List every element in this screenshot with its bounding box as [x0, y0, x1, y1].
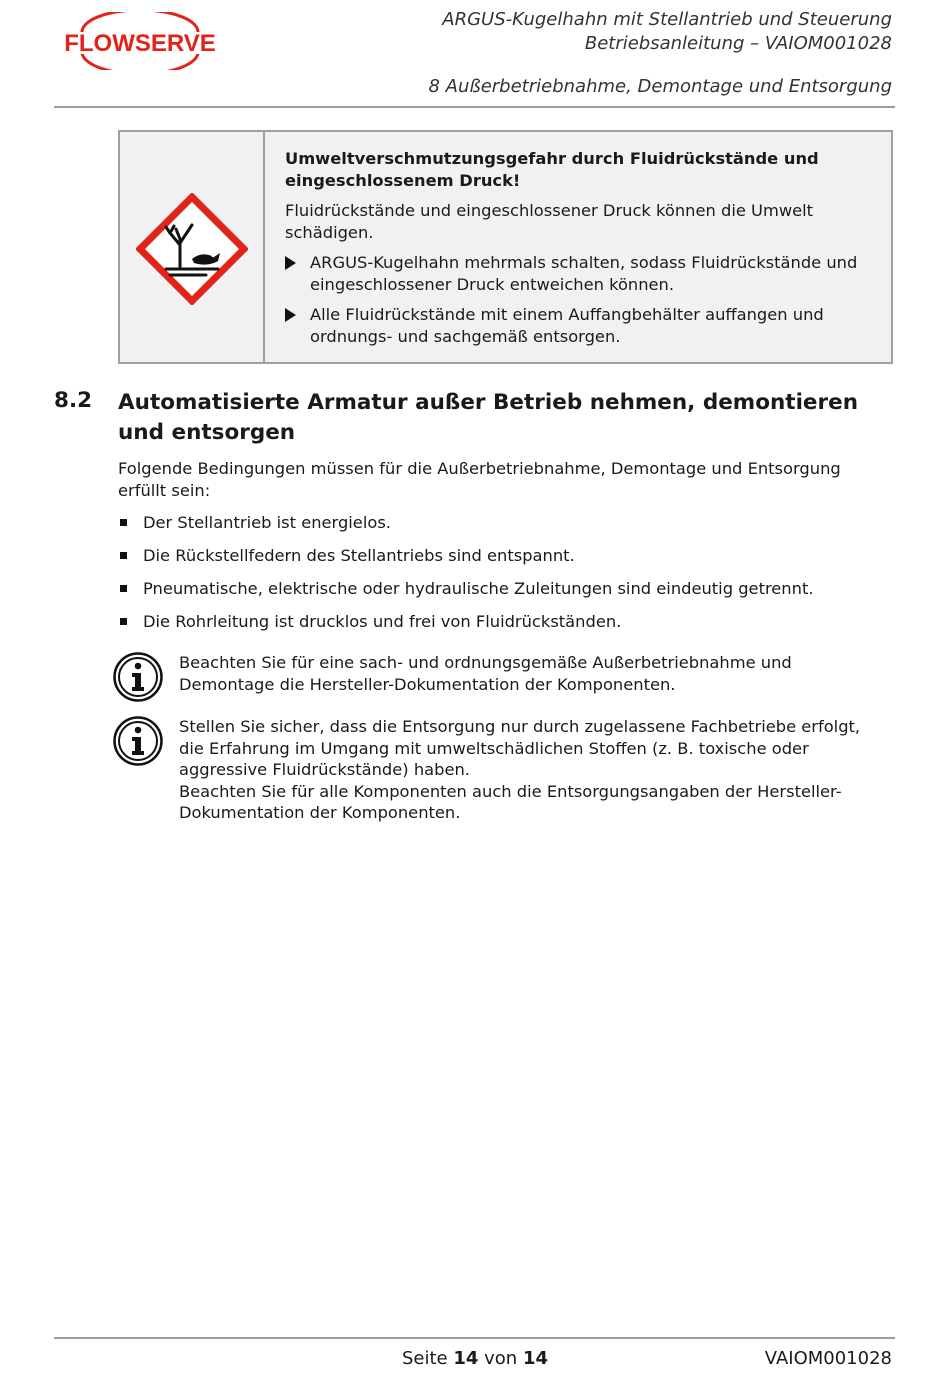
list-item: [118, 611, 888, 644]
list-item-text: Die Rohrleitung ist drucklos und frei von Fluidrückständen.: [143, 612, 622, 631]
list-item-text: Der Stellantrieb ist energielos.: [143, 513, 391, 532]
info-note-text: [179, 716, 889, 824]
footer-divider: [54, 1337, 895, 1339]
list-item: [118, 545, 888, 578]
info-note-paragraph: Stellen Sie sicher, dass die Entsorgung nur durch zugelassene Fachbetriebe erfolgt, die Erfahrung im Umgang mit umweltschädlichen Stoffen (z. B. toxische oder aggressive Fluidrückstände) haben.: [179, 717, 861, 779]
warning-step-text: Alle Fluidrückstände mit einem Auffangbehälter auffangen und ordnungs- und sachgemäß entsorgen.: [310, 305, 824, 346]
warning-title: Umweltverschmutzungsgefahr durch Fluidrückstände und eingeschlossenem Druck!: [285, 149, 819, 190]
flowserve-logo: [52, 12, 228, 70]
warning-step-text: ARGUS-Kugelhahn mehrmals schalten, sodass Fluidrückstände und eingeschlossener Druck entweichen können.: [310, 253, 858, 294]
page-total: 14: [522, 1348, 549, 1369]
warning-step: [285, 252, 875, 295]
info-icon: [112, 651, 164, 703]
warning-step: [285, 304, 875, 347]
triangle-bullet-icon: [285, 256, 296, 270]
info-note-paragraph: Beachten Sie für alle Komponenten auch die Entsorgungsangaben der Hersteller-Dokumentation der Komponenten.: [179, 781, 842, 822]
info-icon: [112, 715, 164, 767]
document-title: ARGUS-Kugelhahn mit Stellantrieb und Steuerung: [442, 9, 892, 30]
chapter-title: 8 Außerbetriebnahme, Demontage und Entsorgung: [428, 76, 892, 97]
footer-document-id: VAIOM001028: [764, 1348, 892, 1369]
square-bullet-icon: [120, 585, 127, 592]
list-item-text: Pneumatische, elektrische oder hydraulische Zuleitungen sind eindeutig getrennt.: [143, 579, 814, 598]
header-divider: [54, 106, 895, 108]
square-bullet-icon: [120, 552, 127, 559]
document-subtitle: Betriebsanleitung – VAIOM001028: [584, 33, 892, 54]
list-item: [118, 512, 888, 545]
warning-box: [118, 130, 893, 364]
page-separator: von: [484, 1348, 518, 1369]
square-bullet-icon: [120, 519, 127, 526]
warning-icon-cell: [120, 132, 265, 362]
triangle-bullet-icon: [285, 308, 296, 322]
conditions-list: [118, 512, 888, 644]
environment-hazard-icon: [136, 193, 248, 305]
section-intro: Folgende Bedingungen müssen für die Außerbetriebnahme, Demontage und Entsorgung erfüllt sein:: [118, 459, 841, 500]
list-item: [118, 578, 888, 611]
section-number: 8.2: [54, 388, 93, 413]
page-current: 14: [453, 1348, 479, 1369]
page-label: Seite: [401, 1348, 448, 1369]
warning-content: [285, 148, 875, 356]
warning-description: Fluidrückstände und eingeschlossener Druck können die Umwelt schädigen.: [285, 201, 814, 242]
square-bullet-icon: [120, 618, 127, 625]
list-item-text: Die Rückstellfedern des Stellantriebs sind entspannt.: [143, 546, 575, 565]
section-title: Automatisierte Armatur außer Betrieb nehmen, demontieren und entsorgen: [118, 390, 859, 445]
logo-wordmark: FLOWSERVE: [64, 30, 216, 57]
info-note-text: Beachten Sie für eine sach- und ordnungsgemäße Außerbetriebnahme und Demontage die Hersteller-Dokumentation der Komponenten.: [179, 653, 792, 694]
